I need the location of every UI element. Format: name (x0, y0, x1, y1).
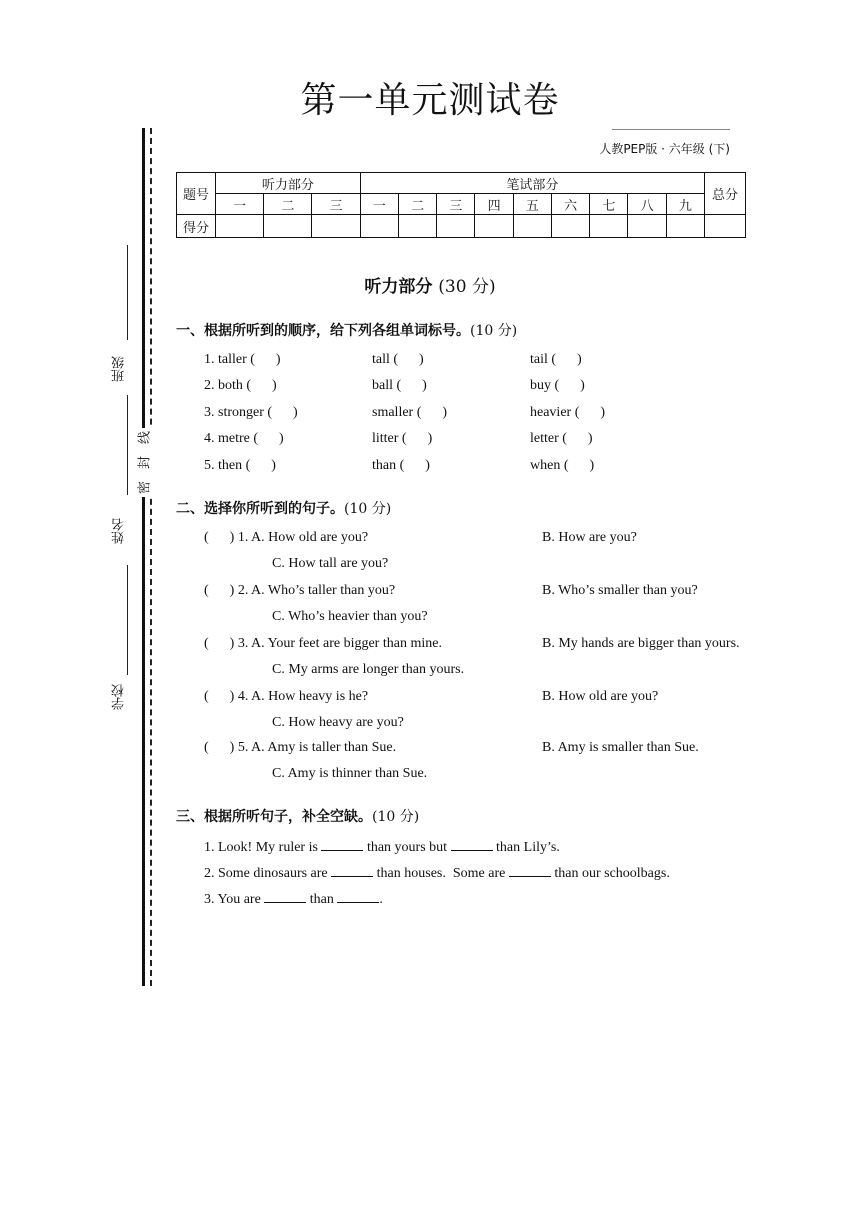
list-item: tail ( ) (530, 352, 582, 367)
fill-sentence-3 (204, 890, 383, 908)
class-label: 班级 (112, 356, 127, 382)
sentence-part: 1. Look! My ruler is (204, 840, 318, 855)
col-header: 七 (590, 194, 628, 215)
question-item: ( ) 4. A. How heavy is he? (204, 689, 369, 704)
sentence-part: than Lily’s. (496, 840, 560, 855)
col-header: 八 (628, 194, 666, 215)
col-header: 三 (312, 194, 360, 215)
score-cell (628, 215, 666, 238)
question-item: ( ) 2. A. Who’s taller than you? (204, 583, 396, 598)
seal-char-1: 线 (137, 431, 153, 445)
row-header-cell: 题号 (177, 173, 216, 215)
option-b: B. Who’s smaller than you? (542, 583, 698, 598)
binding-solid-line (142, 128, 145, 986)
list-item: tall ( ) (372, 352, 424, 367)
edition-rule (612, 129, 730, 130)
col-header: 六 (551, 194, 589, 215)
listening-header: 听力部分 (216, 173, 361, 194)
name-write-line (127, 565, 128, 675)
score-cell (312, 215, 360, 238)
col-header: 一 (216, 194, 264, 215)
option-b: B. Amy is smaller than Sue. (542, 740, 699, 755)
sentence-part: 2. Some dinosaurs are (204, 866, 328, 881)
sentence-part: than our schoolbags. (554, 866, 670, 881)
seal-text (134, 428, 152, 497)
option-c: C. Amy is thinner than Sue. (272, 766, 428, 781)
binding-dashed-line (150, 128, 152, 986)
col-header: 一 (360, 194, 398, 215)
question-item: ( ) 5. A. Amy is taller than Sue. (204, 740, 397, 755)
col-header: 九 (666, 194, 704, 215)
part1-points: (10 分) (470, 323, 518, 339)
part3-heading (176, 806, 419, 826)
answer-blank[interactable] (321, 838, 363, 851)
list-item: 5. then ( ) (204, 458, 276, 473)
part3-heading-text: 三、根据所听句子，补全空缺。 (176, 809, 372, 825)
list-item: 4. metre ( ) (204, 431, 284, 446)
list-item: heavier ( ) (530, 405, 606, 420)
class-write-line-2 (127, 395, 128, 495)
list-item: 1. taller ( ) (204, 352, 281, 367)
option-b: B. How are you? (542, 530, 637, 545)
answer-blank[interactable] (451, 838, 493, 851)
listening-section-points: (30 分) (438, 277, 496, 297)
score-cell (360, 215, 398, 238)
name-label: 姓名 (112, 518, 127, 544)
list-item: buy ( ) (530, 378, 585, 393)
col-header: 三 (437, 194, 475, 215)
list-item: 2. both ( ) (204, 378, 277, 393)
sentence-part: than houses. Some are (376, 866, 506, 881)
part2-heading-text: 二、选择你所听到的句子。 (176, 501, 344, 517)
total-score-cell (705, 215, 746, 238)
col-header: 二 (264, 194, 312, 215)
option-b: B. How old are you? (542, 689, 659, 704)
score-row-label: 得分 (177, 215, 216, 238)
seal-char-2: 封 (137, 456, 153, 470)
option-c: C. Who’s heavier than you? (272, 609, 428, 624)
part3-points: (10 分) (372, 809, 420, 825)
option-c: C. How tall are you? (272, 556, 389, 571)
score-cell (551, 215, 589, 238)
col-header: 五 (513, 194, 551, 215)
answer-blank[interactable] (331, 864, 373, 877)
total-header: 总分 (705, 173, 746, 215)
option-b: B. My hands are bigger than yours. (542, 636, 740, 651)
seal-char-3: 密 (137, 481, 153, 495)
col-header: 二 (398, 194, 436, 215)
list-item: smaller ( ) (372, 405, 448, 420)
score-cell (513, 215, 551, 238)
list-item: 3. stronger ( ) (204, 405, 298, 420)
answer-blank[interactable] (337, 890, 379, 903)
part1-heading-text: 一、根据所听到的顺序，给下列各组单词标号。 (176, 323, 470, 339)
question-item: ( ) 1. A. How old are you? (204, 530, 369, 545)
part2-heading (176, 498, 391, 518)
list-item: ball ( ) (372, 378, 427, 393)
list-item: litter ( ) (372, 431, 433, 446)
score-cell (666, 215, 704, 238)
option-c: C. How heavy are you? (272, 715, 404, 730)
part2-points: (10 分) (344, 501, 392, 517)
fill-sentence-2 (204, 864, 670, 882)
score-cell (475, 215, 513, 238)
listening-section-title (0, 272, 860, 297)
sentence-part: than (309, 892, 334, 907)
score-cell (398, 215, 436, 238)
writing-header: 笔试部分 (360, 173, 704, 194)
fill-sentence-1 (204, 838, 560, 856)
list-item: letter ( ) (530, 431, 593, 446)
col-header: 四 (475, 194, 513, 215)
part1-heading (176, 320, 517, 340)
score-cell (216, 215, 264, 238)
score-cell (590, 215, 628, 238)
question-item: ( ) 3. A. Your feet are bigger than mine. (204, 636, 442, 651)
list-item: when ( ) (530, 458, 595, 473)
score-cell (264, 215, 312, 238)
option-c: C. My arms are longer than yours. (272, 662, 465, 677)
listening-section-label: 听力部分 (364, 277, 433, 297)
sentence-part: . (379, 892, 383, 907)
answer-blank[interactable] (509, 864, 551, 877)
sentence-part: than yours but (366, 840, 448, 855)
school-label: 学校 (112, 684, 127, 710)
sentence-part: 3. You are (204, 892, 261, 907)
page-title: 第一单元测试卷 (300, 80, 560, 121)
score-cell (437, 215, 475, 238)
list-item: than ( ) (372, 458, 430, 473)
answer-blank[interactable] (264, 890, 306, 903)
edition-label: 人教PEP版 · 六年级 (下) (599, 142, 730, 156)
score-table (176, 172, 746, 238)
